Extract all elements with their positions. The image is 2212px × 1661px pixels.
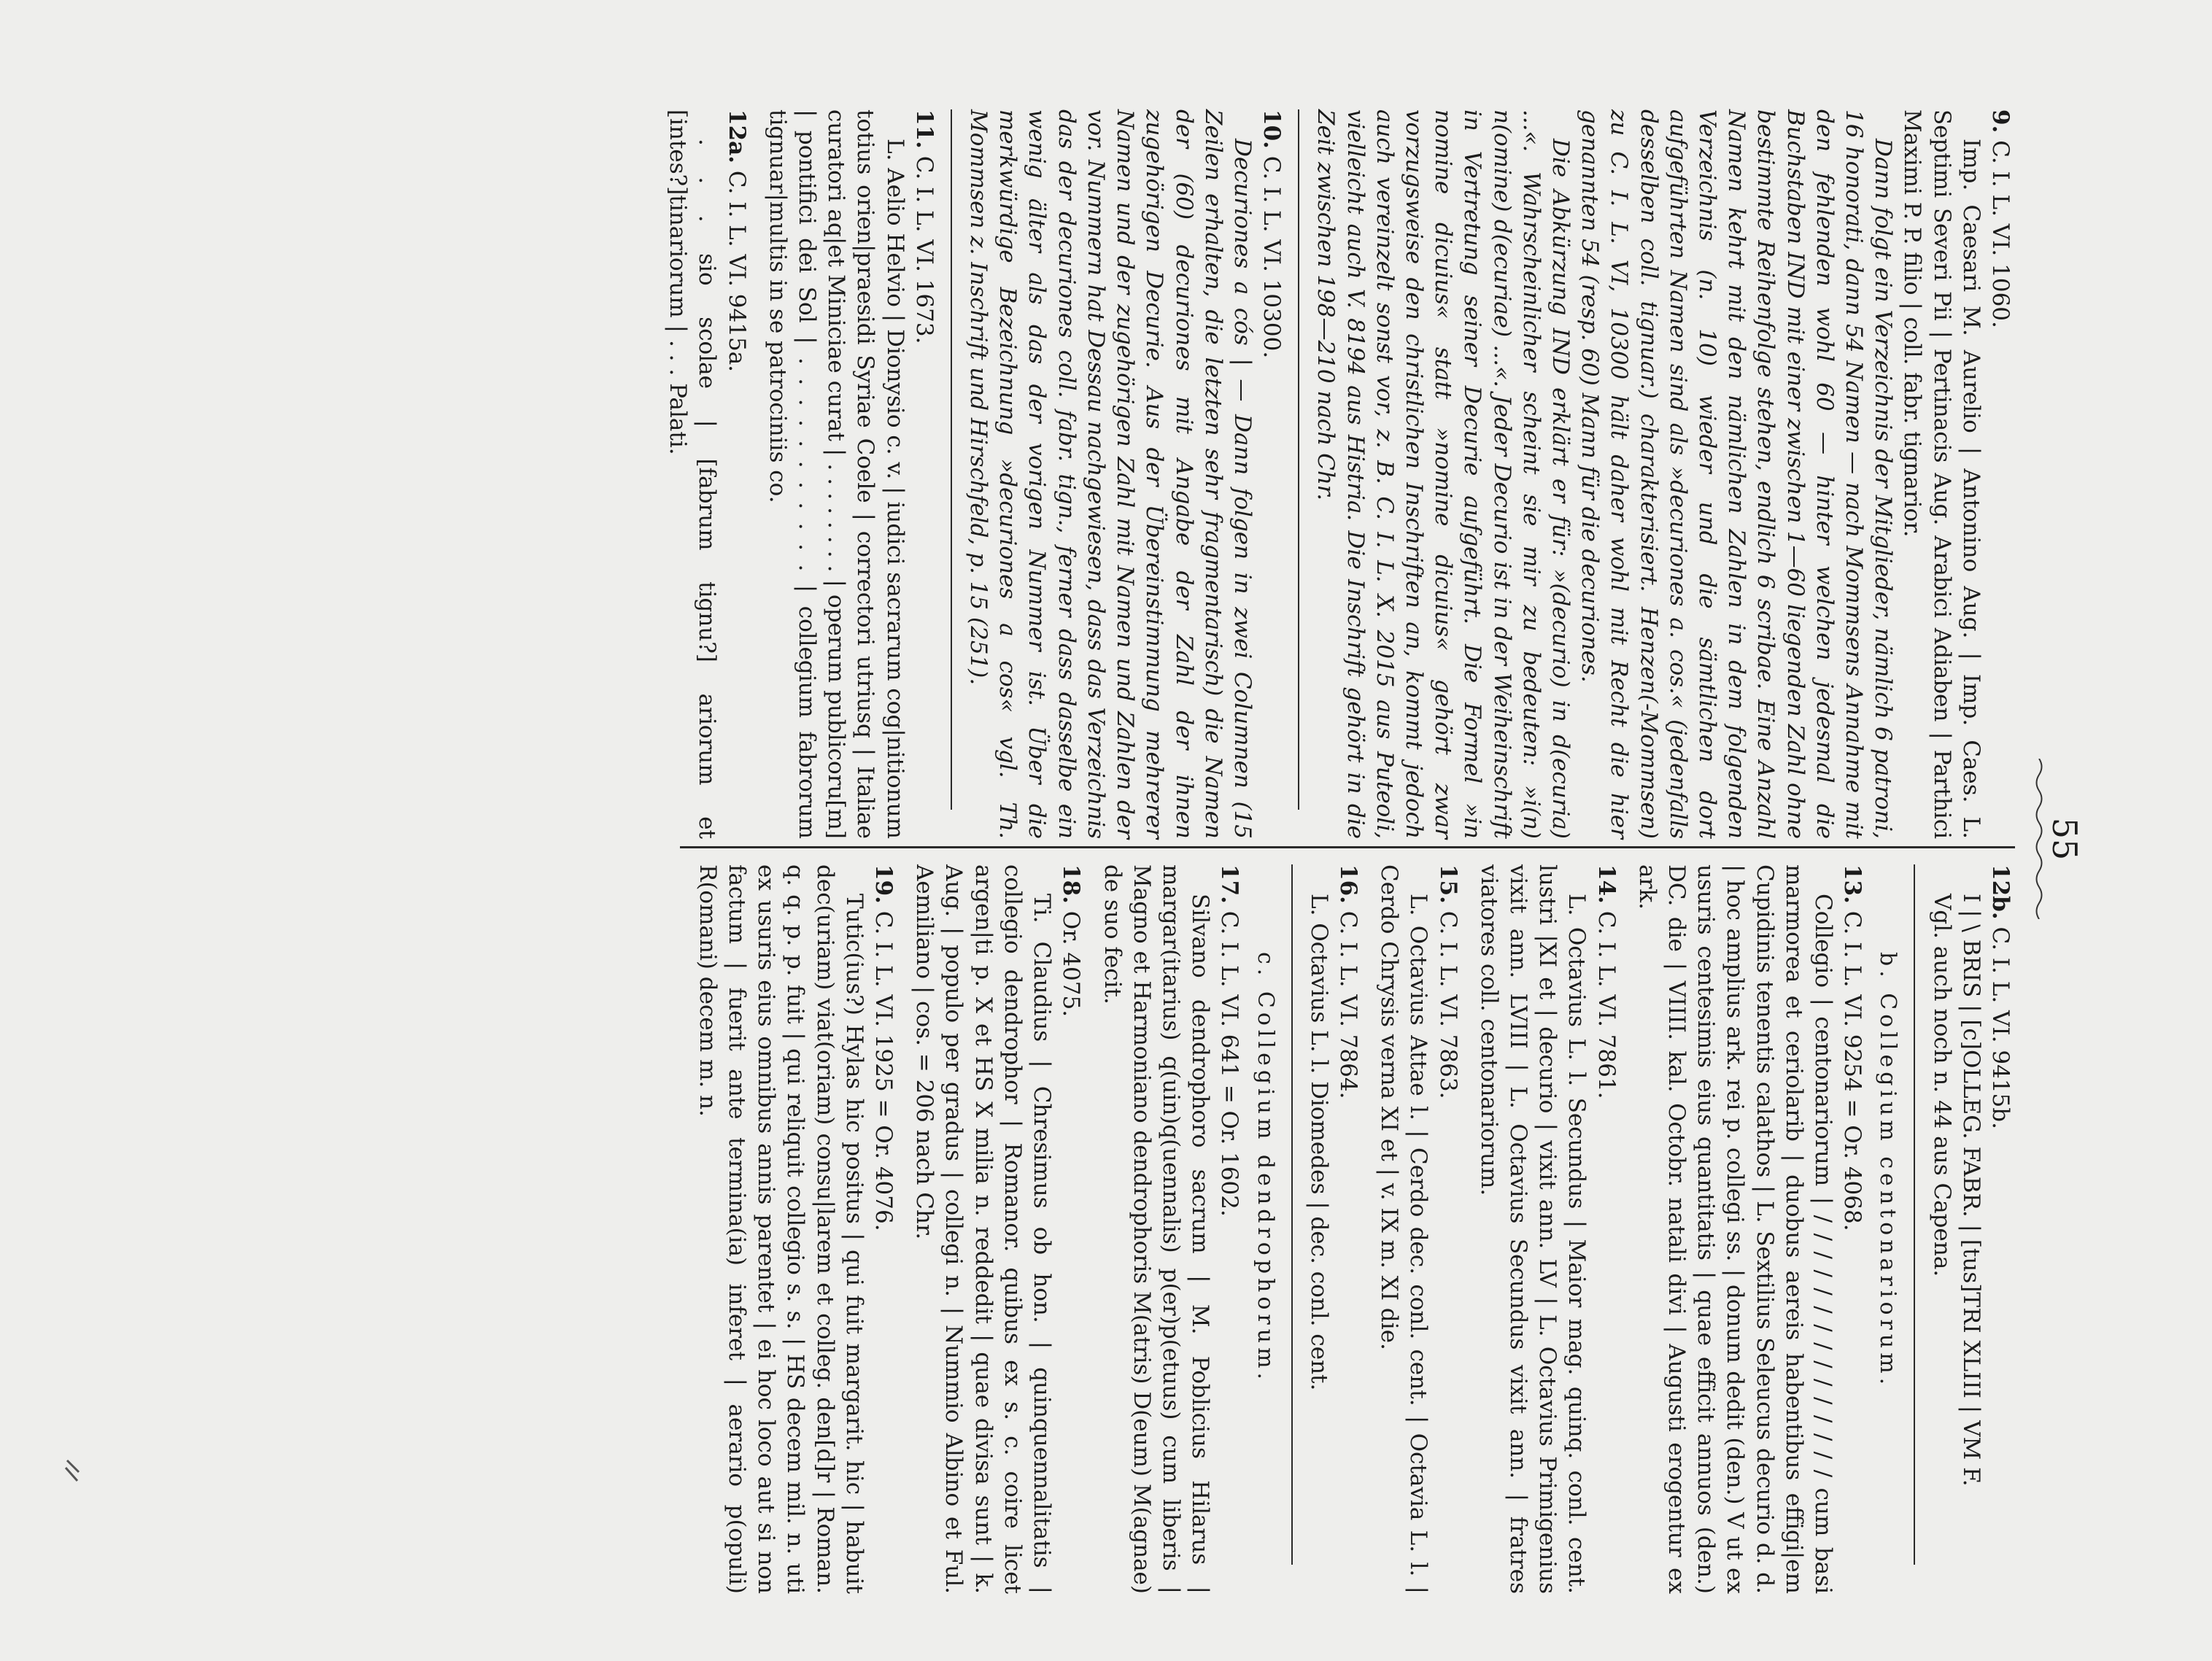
page-number: 55 bbox=[2045, 817, 2084, 861]
section-heading-c: c. Collegium dendrophorum. bbox=[1252, 952, 1278, 1385]
entry-text: Imp. Caesari M. Aurelio | Antonino Aug. | Imp. Caes. L. Septimi Severi Pii | Pertinacis Aug. Arabici Adiaben | Parthici Maximi P. P. filio | coll. fabr. tignarior. bbox=[1899, 109, 1984, 839]
entry-text: Silvano dendrophoro sacrum | M. Poblicius Hilarus | margar(itarius) q(uin)q(uennalis) p(er)p(etuus) cum liberis | Magno et Harmoniano dendrophoris M(atris) D(eum) M(agnae) de suo fecit. bbox=[1099, 864, 1214, 1594]
entry-9 bbox=[1311, 109, 2015, 839]
entry-text: L. Octavius L. l. Secundus | Maior mag. quinq. conl. cent. lustri |XI et | decurio | vixit ann. LV | L. Octavius Primigenius vixit ann. LVIII | L. Octavius Secundus vixit ann. | fratres viatores coll. centonariorum. bbox=[1475, 864, 1590, 1594]
entry-head: 16. C. I. L. VI. 7864. bbox=[1334, 864, 1361, 1099]
entry-head: 12a. C. I. L. VI. 9415a. bbox=[723, 109, 750, 373]
separator-line bbox=[951, 109, 952, 810]
entry-head: 12b. C. I. L. VI. 9415b. bbox=[1987, 864, 2014, 1129]
entry-comment: Dann folgt ein Verzeichnis der Mitglieder, nämlich 6 patroni, 16 honorati, dann 54 Namen — nach Mommsens Annahme mit den fehlenden wohl 60 — hinter welchen jedesmal die Buchstaben IND mit einer zwischen 1—60 liegenden Zahl ohne bestimmte Reihenfolge stehen, endlich 6 scribae. Eine Anzahl Namen kehrt mit den nämlichen Zahlen in dem folgenden Verzeichnis (n. 10) wieder und die sämtlichen dort aufgeführten Namen sind als »decuriones a. cos.« (jedenfalls desselben coll. tignuar.) charakterisiert. Henzen(-Mommsen) zu C. I. L. VI, 10300 hält daher wohl mit Recht die hier genannten 54 (resp. 60) Mann für die decuriones. bbox=[1577, 109, 1897, 839]
entry-12a bbox=[663, 109, 751, 839]
entry-head: 9. C. I. L. VI. 1060. bbox=[1987, 109, 2014, 328]
entry-12b bbox=[1927, 864, 2015, 1594]
separator-line bbox=[1914, 864, 1915, 1565]
section-heading-b: b. Collegium centonariorum. bbox=[1875, 952, 1901, 1390]
entry-number: 19. bbox=[870, 864, 897, 904]
separator-line bbox=[1291, 864, 1293, 1565]
entry-head: 18. Or. 4075. bbox=[1058, 864, 1085, 1018]
entry-text: L. Octavius L. l. Diomedes | dec. conl. cent. bbox=[1305, 894, 1332, 1391]
entry-number: 11. bbox=[910, 109, 937, 149]
entry-head: 14. C. I. L. VI. 7861. bbox=[1593, 864, 1620, 1099]
entry-15 bbox=[1374, 864, 1463, 1594]
pen-mark bbox=[64, 1459, 82, 1488]
entry-head: 11. C. I. L. VI. 1673. bbox=[910, 109, 937, 344]
page-number-flourish bbox=[2034, 759, 2044, 919]
column-divider bbox=[680, 846, 2015, 848]
entry-19 bbox=[693, 864, 898, 1594]
entry-17 bbox=[1097, 864, 1244, 1594]
entry-text: Ti. Claudius | Chresimus ob hon. | quinquennalitatis | collegio dendrophor | Romanor. quibus ex s. c. coire licet argen|ti p. X et HS X milia n. reddedit | quae divisa sunt | k. Aug. | populo per gradus | collegi n. | Nummio Albino et Ful. Aemiliano | cos. = 206 nach Chr. bbox=[911, 864, 1056, 1594]
entry-16 bbox=[1304, 864, 1363, 1594]
entry-number: 9. bbox=[1987, 109, 2014, 133]
entry-number: 12a. bbox=[723, 109, 750, 164]
entry-number: 10. bbox=[1258, 109, 1285, 149]
entry-number: 12b. bbox=[1987, 864, 2014, 920]
entry-text: Tutic(ius?) Hylas hic positus | qui fuit margarit. hic | habuit dec(uriam) viat(oriam) consu|larem et colleg. den[d]r | Roman. q. q. p. p. fuit | qui reliquit collegio s. s. | HS decem mil. n. uti ex usuris eius omnibus annis parentet | ei hoc loco aut si non factum | fuerit ante termina(ia) inferet | aerario p(opuli) R(omani) decem m. n. bbox=[694, 864, 867, 1594]
entry-text: L. Octavius Attae l. | Cerdo dec. conl. cent. | Octavia L. l. | Cerdo Chrysis verna XI et | v. IX m. XI die. bbox=[1376, 864, 1432, 1594]
entry-10 bbox=[964, 109, 1286, 839]
entry-comment-2: Die Abkürzung IND erklärt er für: »(decurio) in d(ecuria) ...«. Wahrscheinlicher scheint sie mir zu bedeuten: »i(n) n(omine) d(ecuriae) ...«. Jeder Decurio ist in der Weiheinschrift in Vertretung seiner Decurie aufgeführt. Die Formel »in nomine dicuius« statt »nomine dicuius« gehört zwar vorzugsweise den christlichen Inschriften an, kommt jedoch auch vereinzelt sonst vor, z. B. C. I. L. X. 2015 aus Puteoli, vielleicht auch V. 8194 aus Histria. Die Inschrift gehört in die Zeit zwischen 198—210 nach Chr. bbox=[1312, 109, 1574, 839]
entry-head: 10. C. I. L. VI. 10300. bbox=[1258, 109, 1285, 359]
entry-number: 16. bbox=[1334, 864, 1361, 904]
right-column bbox=[681, 864, 2015, 1594]
entry-text: Decuriones a cós | — Dann folgen in zwei Columnen (15 Zeilen erhalten, die letzten sehr fragmentarisch) die Namen der (60) decuriones mit Angabe der Zahl der ihnen zugehörigen Decurie. Aus der Übereinstimmung mehrerer Namen und der zugehörigen Zahl mit Namen und Zahlen der vor. Nummern hat Dessau nachgewiesen, dass das Verzeichnis das der decuriones coll. fabr. tign., ferner dass dasselbe ein wenig älter als das der vorigen Nummer ist. Über die merkwürdige Bezeichnung »decuriones a cos« vgl. Th. Mommsen z. Inschrift und Hirschfeld, p. 15 (251). bbox=[965, 109, 1256, 839]
entry-number: 17. bbox=[1216, 864, 1243, 904]
entry-head: 15. C. I. L. VI. 7863. bbox=[1434, 864, 1461, 1099]
entry-text: . . . sio scolae | [fabrum tignu?] ariorum et [intes?]tinariorum | . . . Palati. bbox=[665, 109, 721, 839]
entry-13 bbox=[1633, 864, 1868, 1594]
entry-text: I | \ BRIS | [c]OLLEG. FABR. | [tus]TRI XLIII | VM F. bbox=[1957, 894, 1984, 1487]
left-column bbox=[651, 109, 2015, 839]
entry-head: 19. C. I. L. VI. 1925 = Or. 4076. bbox=[870, 864, 897, 1231]
entry-18 bbox=[910, 864, 1086, 1594]
entry-number: 13. bbox=[1839, 864, 1866, 904]
entry-text: Collegio | centonariorum | / / / / / / / / / / / / / / / cum basi marmorea et ceriolarib | duobus aereis habentibus effigi|em Cupidinis tenentis calathos | L. Sextilius Seleucus decurio d. d. | hoc amplius ark. rei p. collegi ss. | donum dedit (den.) V ut ex usuris centesimis eius quantitatis | quae efficit annuos (den.) DC. die | VIIII. kal. Octobr. natali divi | Augusti erogentur ex ark. bbox=[1633, 864, 1836, 1594]
entry-text: L. Aelio Helvio | Dionysio c. v. | iudici sacrarum cog|nitionum totius orien|praesidi Syriae Coele | correctori utriusq | Italiae curatori aq|et Miniciae curat | . . . . . . . . | operum publicoru[m] | pontifici dei Sol | . . . . . . . . . . . | collegium fabrorum tignuar|multis in se patrociniis co. bbox=[764, 109, 908, 839]
entry-number: 15. bbox=[1434, 864, 1461, 904]
entry-number: 14. bbox=[1593, 864, 1620, 904]
separator-line bbox=[1298, 109, 1299, 810]
entry-14 bbox=[1474, 864, 1621, 1594]
entry-11 bbox=[763, 109, 939, 839]
entry-number: 18. bbox=[1058, 864, 1085, 904]
entry-reference: Vgl. auch noch n. 44 aus Capena. bbox=[1928, 894, 1955, 1277]
entry-head: 17. C. I. L. VI. 641 = Or. 1602. bbox=[1216, 864, 1243, 1217]
entry-head: 13. C. I. L. VI. 9254 = Or. 4068. bbox=[1839, 864, 1866, 1231]
